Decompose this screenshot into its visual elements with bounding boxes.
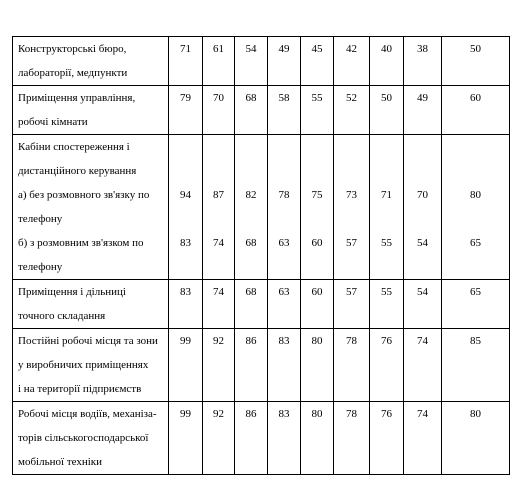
value-cell: 92 [203,329,235,402]
table-row [13,280,510,329]
value-cell: 74 [203,280,235,329]
value-cell: 49 [268,37,301,86]
value-cell: 80 [442,402,510,475]
value-cell: 83 [169,280,203,329]
row-label: Постійні робочі місця та зони у виробничих приміщеннях і на території підприємств [13,329,169,402]
value-cell: 61 [203,37,235,86]
row-label: Робочі місця водіїв, механіза- торів сільськогосподарської мобільної техніки [13,402,169,475]
value-cell: 52 [334,86,370,135]
table-row [13,37,510,86]
value-cell: 83 [268,329,301,402]
value-cell: 80 65 [442,135,510,280]
value-cell: 79 [169,86,203,135]
value-cell: 76 [370,402,404,475]
table-row [13,329,510,402]
value-cell: 55 [301,86,334,135]
value-cell: 60 [301,280,334,329]
table-row [13,135,510,280]
value-cell: 74 [404,329,442,402]
value-cell: 80 [301,329,334,402]
row-label: Конструкторські бюро, лабораторії, медпункти [13,37,169,86]
value-cell: 76 [370,329,404,402]
noise-limits-table [12,36,510,475]
value-cell: 71 [169,37,203,86]
value-cell: 55 [370,280,404,329]
value-cell: 57 [334,280,370,329]
value-cell: 80 [301,402,334,475]
row-label: Приміщення і дільниці точного складання [13,280,169,329]
value-cell: 40 [370,37,404,86]
value-cell: 85 [442,329,510,402]
value-cell: 78 [334,402,370,475]
value-cell: 87 74 [203,135,235,280]
value-cell: 65 [442,280,510,329]
value-cell: 54 [235,37,268,86]
value-cell: 45 [301,37,334,86]
value-cell: 99 [169,402,203,475]
value-cell: 42 [334,37,370,86]
value-cell: 38 [404,37,442,86]
value-cell: 78 63 [268,135,301,280]
value-cell: 86 [235,402,268,475]
value-cell: 74 [404,402,442,475]
table-row [13,86,510,135]
value-cell: 99 [169,329,203,402]
value-cell: 78 [334,329,370,402]
value-cell: 86 [235,329,268,402]
row-label: Приміщення управління, робочі кімнати [13,86,169,135]
value-cell: 60 [442,86,510,135]
value-cell: 70 54 [404,135,442,280]
table-row [13,402,510,475]
value-cell: 70 [203,86,235,135]
value-cell: 94 83 [169,135,203,280]
value-cell: 83 [268,402,301,475]
value-cell: 71 55 [370,135,404,280]
value-cell: 54 [404,280,442,329]
value-cell: 58 [268,86,301,135]
value-cell: 68 [235,280,268,329]
value-cell: 49 [404,86,442,135]
row-label: Кабіни спостереження і дистанційного керування а) без розмовного зв'язку по телефону б) з розмовним зв'язком по телефону [13,135,169,280]
value-cell: 50 [370,86,404,135]
value-cell: 75 60 [301,135,334,280]
value-cell: 63 [268,280,301,329]
value-cell: 73 57 [334,135,370,280]
value-cell: 68 [235,86,268,135]
value-cell: 92 [203,402,235,475]
value-cell: 50 [442,37,510,86]
value-cell: 82 68 [235,135,268,280]
